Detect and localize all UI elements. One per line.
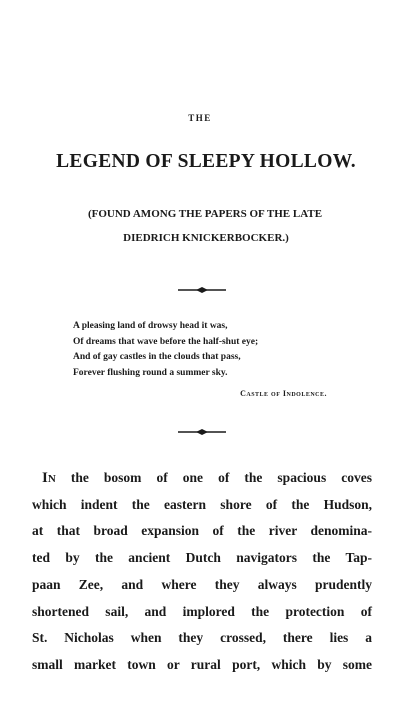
epigraph-line: Of dreams that wave before the half-shut eye;: [73, 336, 259, 347]
subtitle-line-2: DIEDRICH KNICKERBOCKER.): [123, 232, 289, 244]
body-line: at that broad expansion of the river denomina-: [32, 523, 372, 539]
body-line: small market town or rural port, which by some: [32, 656, 372, 672]
body-paragraph: [32, 465, 372, 679]
epigraph-line: A pleasing land of drowsy head it was,: [73, 321, 228, 331]
body-line: which indent the eastern shore of the Hudson,: [32, 496, 372, 512]
body-line-text: the bosom of one of the spacious coves: [55, 470, 372, 485]
subtitle-line-1: (FOUND AMONG THE PAPERS OF THE LATE: [87, 208, 323, 220]
body-line: ted by the ancient Dutch navigators the Tap-: [32, 550, 372, 566]
body-line: [32, 465, 372, 492]
drop-cap: In: [42, 470, 56, 486]
body-line: shortened sail, and implored the protection of: [32, 603, 372, 619]
page-title: LEGEND OF SLEEPY HOLLOW.: [56, 151, 356, 172]
body-line: paan Zee, and where they always prudently: [32, 576, 372, 592]
epigraph-line: And of gay castles in the clouds that pass,: [73, 352, 241, 362]
ornament-divider-bottom: [178, 428, 226, 436]
body-line: St. Nicholas when they crossed, there lies a: [32, 630, 372, 646]
epigraph-line: Forever flushing round a summer sky.: [73, 367, 228, 378]
ornament-divider-top: [178, 286, 226, 294]
epigraph-poem: [73, 319, 353, 381]
heading-the: THE: [188, 113, 212, 123]
epigraph-attribution: Castle of Indolence.: [240, 389, 327, 398]
